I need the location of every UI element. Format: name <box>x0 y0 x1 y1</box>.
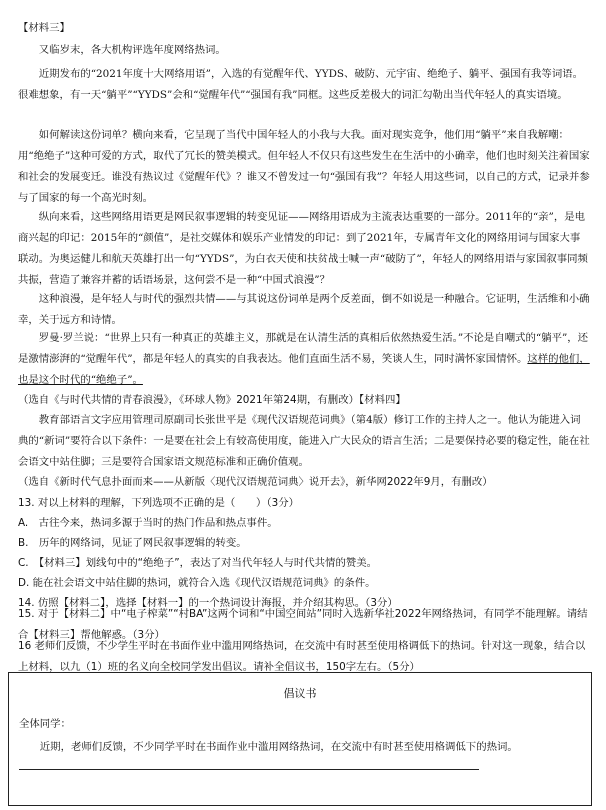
letter-body <box>19 737 579 777</box>
answer-blank-line[interactable] <box>19 758 479 770</box>
paragraph-romance: 这种浪漫，是年轻人与时代的强烈共情——与其说这份词单是两个反差面，倒不如说是一种融合。它证明，生活维和小确幸，关于远方和诗情。 <box>18 293 590 326</box>
source-citation-1: （选自《与时代共情的青春浪漫》，《环球人物》2021年第24期，有删改） <box>18 394 359 406</box>
question-13-option-d: D. 能在社会语文中站住脚的热词，就符合入选《现代汉语规范词典》的条件。 <box>18 577 376 589</box>
letter-title: 倡议书 <box>283 687 317 700</box>
question-13: 13. 对以上材料的理解，下列选项不正确的是（ ）（3分） <box>18 497 300 509</box>
source-citation-2: （选自《新时代气息扑面而来——从新版〈现代汉语规范词典〉说开去》，新华网2022年9月，有删改） <box>18 476 493 488</box>
question-13-option-b: B. 历年的网络词，见证了网民叙事逻辑的转变。 <box>18 537 247 549</box>
question-13-option-a: A. 古往今来，热词多源于当时的热门作品和热点事件。 <box>18 517 278 529</box>
proposal-letter-box <box>8 672 592 806</box>
paragraph-vertical: 纵向来看，这些网络用语更是网民叙事逻辑的转变见证——网络用语成为主流表达重要的一部分。2011年的“亲”，是电商兴起的印记：2015年的“颜值”，是社交媒体和娱乐产业情发的印记：到了2021年，专属青年文化的网络用词与国家大事联动。为奥运健儿和航天英雄打出一句“YYDS”，为白衣天使和扶贫战士喊一声“破防了”，年轻人的网络用语与家国叙事同频共振，营造了兼容并蓄的话语场景，这何尝不是一种“中国式浪漫”？ <box>18 211 588 286</box>
material-three-header <box>18 18 590 39</box>
paragraph-dictionary: 教育部语言文字应用管理司原副司长张世平是《现代汉语规范词典》（第4版）修订工作的主持人之一。他认为能进入词典的“新词”要符合以下条件：一是要在社会上有较高使用度，能进入广大民众的语言生活；二是要保持必要的稳定性，能在社会语文中站住脚；三是要符合国家语文规范标准和正确价值观。 <box>18 414 590 468</box>
material-four-label: 【材料四】 <box>358 394 406 406</box>
paragraph-horizontal: 如何解读这份词单？横向来看，它呈现了当代中国年轻人的小我与大我。面对现实竞争，他们用“躺平”来自我解嘲：用“绝绝子”这种可爱的方式，取代了冗长的赞美模式。但年轻人不仅只有这些发生在生活中的小确幸，他们也时刻关注着国家和社会的发展变迁。谁没有热议过《觉醒年代》？谁又不曾发过一句“强国有我”？年轻人用这些词，以自己的方式，记录并参与了国家的每一个高光时刻。 <box>18 129 590 204</box>
question-13-option-c: C. 【材料三】划线句中的“绝绝子”，表达了对当代年轻人与时代共情的赞美。 <box>18 557 378 569</box>
letter-greeting: 全体同学： <box>19 718 71 730</box>
question-16: 16 老师们反馈，不少学生平时在书面作业中滥用网络热词，在交流中有时甚至使用格调低下的热词。针对这一现象，结合以上材料，以九（1）班的名义向全校同学发出倡议。请补全倡议书，150字左右。（5分） <box>18 640 586 673</box>
material-three-label: 【材料三】 <box>18 22 70 34</box>
source-and-material-four <box>18 390 590 411</box>
question-15: 15. 对于【材料二】中“电子榨菜”“村BA”这两个词和“中国空间站”同时入选新华社2022年网络热词，有同学不能理解。请结合【材料三】帮他解惑。（3分） <box>18 608 588 641</box>
paragraph-hot-words: 近期发布的“2021年度十大网络用语”，入选的有觉醒年代、YYDS、破防、元宇宙、绝绝子、躺平、强国有我等词语。很难想象，有一天“躺平”“YYDS”会和“觉醒年代”“强国有我”同框。这些反差极大的词汇勾勒出当代年轻人的真实语境。 <box>18 68 583 101</box>
paragraph-intro: 又临岁末，各大机构评选年度网络热词。 <box>38 44 226 56</box>
letter-body-text: 近期，老师们反馈，不少同学平时在书面作业中滥用网络热词，在交流中有时甚至使用格调低下的热词。 <box>39 741 518 753</box>
underlined-sentence: 这样的他们，也是这个时代的“绝绝子”。 <box>18 353 590 386</box>
paragraph-hero <box>18 328 590 391</box>
paragraph-hero-text: 罗曼·罗兰说：“世界上只有一种真正的英雄主义，那就是在认清生活的真相后依然热爱生活。”不论是自嘲式的“躺平”，还是激情澎湃的“觉醒年代”，都是年轻人的真实的自我表达。他们直面生活不易，笑谈人生，同时满怀家国情怀。 <box>18 332 589 365</box>
question-14: 14. 仿照【材料二】，选择【材料一】的一个热词设计海报，并介绍其构思。（3分） <box>18 597 398 609</box>
